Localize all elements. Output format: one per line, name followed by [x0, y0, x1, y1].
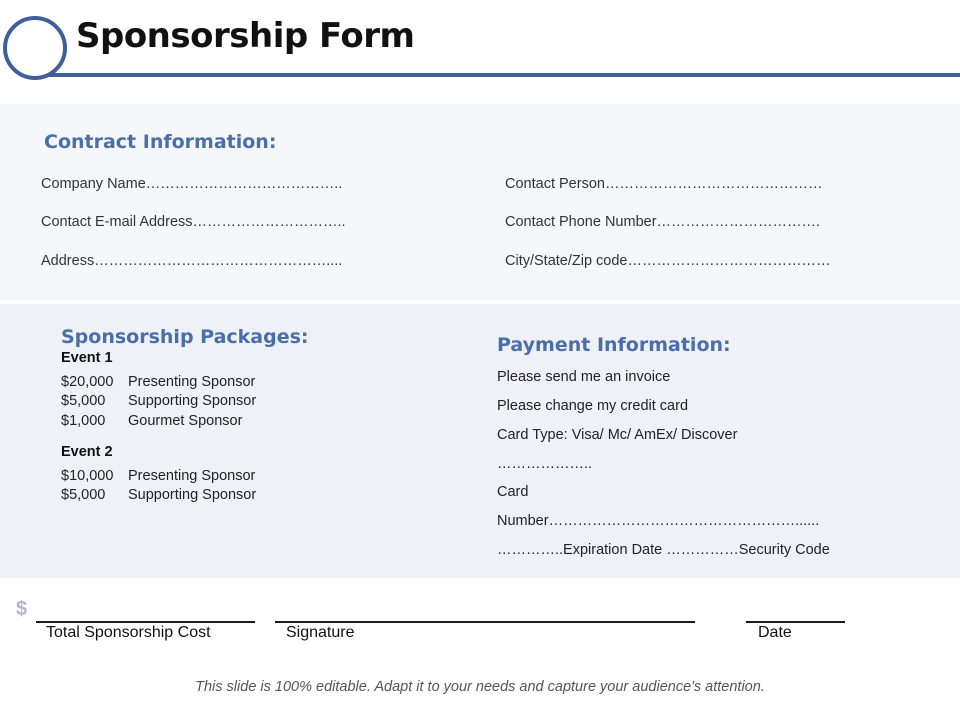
contact-person-field[interactable]: Contact Person……………………………………… — [505, 176, 823, 192]
date-line[interactable] — [746, 621, 845, 623]
city-state-zip-field[interactable]: City/State/Zip code…………………………………… — [505, 253, 831, 269]
package-option[interactable] — [61, 374, 255, 390]
signature-label: Signature — [286, 624, 355, 641]
package-amount: $20,000 — [61, 374, 114, 390]
date-label: Date — [758, 624, 792, 641]
footer-note: This slide is 100% editable. Adapt it to your needs and capture your audience's attention. — [195, 679, 765, 695]
card-number-label: Card — [497, 484, 529, 500]
package-label: Presenting Sponsor — [128, 374, 256, 390]
address-field[interactable]: Address………………………………………….... — [41, 253, 343, 269]
company-name-field[interactable]: Company Name………………………………….. — [41, 176, 343, 192]
package-amount: $10,000 — [61, 468, 114, 484]
event-2-label: Event 2 — [61, 444, 113, 460]
invoice-option[interactable]: Please send me an invoice — [497, 369, 671, 385]
contact-email-field[interactable]: Contact E-mail Address………………………….. — [41, 214, 346, 230]
package-amount: $5,000 — [61, 487, 106, 503]
contact-phone-field[interactable]: Contact Phone Number……………………………. — [505, 214, 821, 230]
page-title: Sponsorship Form — [76, 16, 415, 56]
package-label: Supporting Sponsor — [128, 393, 257, 409]
package-option[interactable] — [61, 468, 255, 484]
total-cost-label: Total Sponsorship Cost — [46, 624, 211, 641]
package-label: Supporting Sponsor — [128, 487, 257, 503]
credit-card-option[interactable]: Please change my credit card — [497, 398, 689, 414]
contract-information-heading: Contract Information: — [44, 131, 277, 153]
package-amount: $1,000 — [61, 413, 106, 429]
event-1-label: Event 1 — [61, 350, 113, 366]
total-cost-line[interactable] — [36, 621, 255, 623]
package-option[interactable] — [61, 413, 242, 429]
sponsorship-packages-heading: Sponsorship Packages: — [61, 326, 309, 348]
expiration-security-field[interactable]: …………..Expiration Date ……………Security Code — [497, 542, 830, 558]
title-circle-decoration — [3, 16, 67, 80]
title-underline — [40, 73, 960, 77]
payment-information-heading: Payment Information: — [497, 334, 731, 356]
package-label: Gourmet Sponsor — [128, 413, 243, 429]
card-type-field[interactable]: Card Type: Visa/ Mc/ AmEx/ Discover — [497, 427, 738, 443]
package-amount: $5,000 — [61, 393, 106, 409]
dollar-sign-icon: $ — [16, 598, 28, 620]
card-type-blank[interactable]: ……………….. — [497, 456, 593, 472]
signature-line[interactable] — [275, 621, 695, 623]
package-option[interactable] — [61, 487, 256, 503]
package-option[interactable] — [61, 393, 256, 409]
card-number-field[interactable]: Number……………………………………………...... — [497, 513, 820, 529]
package-label: Presenting Sponsor — [128, 468, 256, 484]
